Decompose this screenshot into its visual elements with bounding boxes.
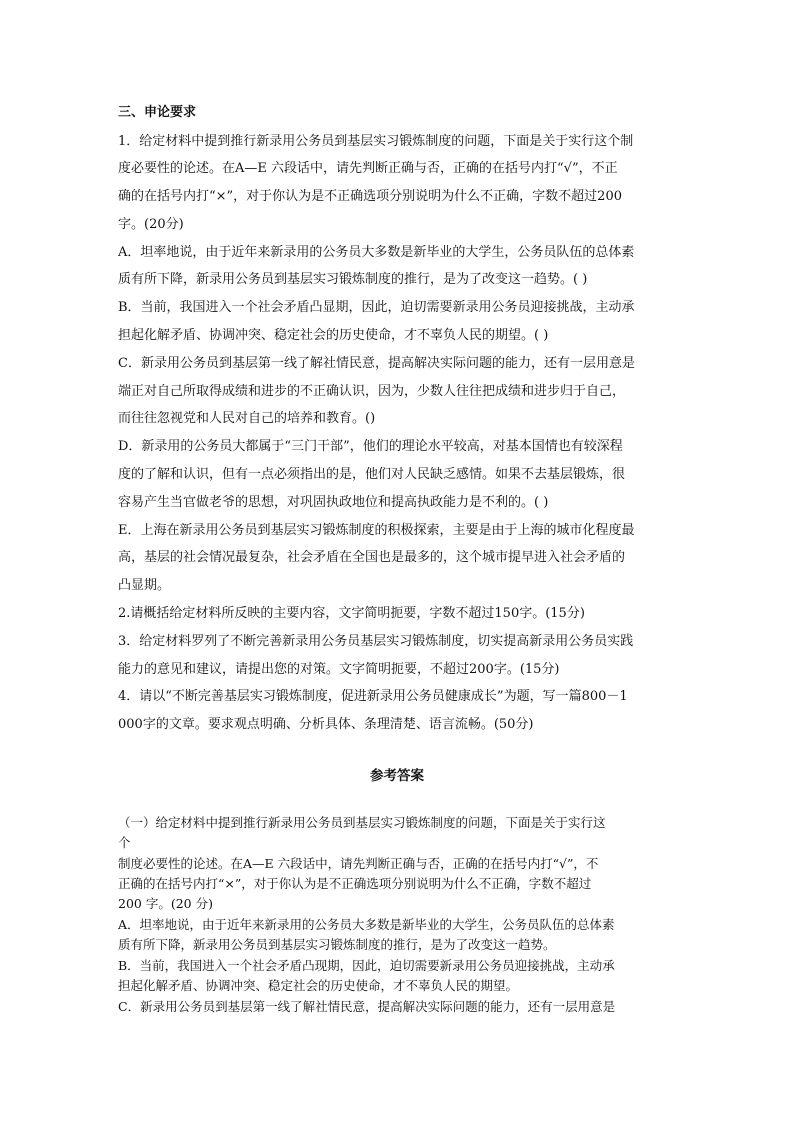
text-line: 端正对自己所取得成绩和进步的不正确认识，因为，少数人往往把成绩和进步归于自己， <box>118 384 626 399</box>
text-line: 制度必要性的论述。在A—E 六段话中，请先判断正确与否，正确的在括号内打“√”，不 <box>118 856 599 871</box>
text-line: 凸显期。 <box>118 578 171 593</box>
text-line: 而往往忽视党和人民对自己的培养和教育。() <box>118 411 376 426</box>
text-line: B．当前，我国进入一个社会矛盾凸现期，因此，迫切需要新录用公务员迎接挑战，主动承 <box>118 958 615 973</box>
text-line: 3．给定材料罗列了不断完善新录用公务员基层实习锻炼制度，切实提高新录用公务员实践 <box>118 634 634 649</box>
text-line: 200 字。(20 分) <box>118 896 213 911</box>
text-line: 确的在括号内打“×”，对于你认为是不正确选项分别说明为什么不正确，字数不超过200 <box>118 189 622 204</box>
text-line: 000字的文章。要求观点明确、分析具体、条理清楚、语言流畅。(50分) <box>118 717 534 732</box>
text-line: 质有所下降，新录用公务员到基层实习锻炼制度的推行，是为了改变这一趋势。( ) <box>118 272 588 287</box>
text-line: 个 <box>118 835 131 850</box>
text-line: C．新录用公务员到基层第一线了解社情民意，提高解决实际问题的能力，还有一层用意是 <box>118 999 616 1014</box>
text-line: E．上海在新录用公务员到基层实习锻炼制度的积极探索，主要是由于上海的城市化程度最 <box>118 523 635 538</box>
text-line: D．新录用的公务员大都属于“三门干部”，他们的理论水平较高，对基本国情也有较深程 <box>118 439 623 454</box>
answer-heading: 参考答案 <box>370 768 424 784</box>
text-line: 度的了解和认识，但有一点必须指出的是，他们对人民缺乏感情。如果不去基层锻炼，很 <box>118 467 626 482</box>
text-line: （一）给定材料中提到推行新录用公务员到基层实习锻炼制度的问题，下面是关于实行这 <box>118 815 606 830</box>
text-line: A．坦率地说，由于近年来新录用的公务员大多数是新毕业的大学生，公务员队伍的总体素 <box>118 917 615 932</box>
text-line: 高，基层的社会情况最复杂，社会矛盾在全国也是最多的，这个城市提早进入社会矛盾的 <box>118 550 626 565</box>
text-line: 容易产生当官做老爷的思想，对巩固执政地位和提高执政能力是不利的。( ) <box>118 495 549 510</box>
text-line: 正确的在括号内打“×”，对于你认为是不正确选项分别说明为什么不正确，字数不超过 <box>118 876 592 891</box>
text-line: 4．请以“不断完善基层实习锻炼制度，促进新录用公务员健康成长”为题，写一篇800－1 <box>118 689 628 704</box>
section-heading: 三、申论要求 <box>118 105 197 120</box>
text-line: 2.请概括给定材料所反映的主要内容，文字简明扼要，字数不超过150字。(15分) <box>118 606 585 621</box>
text-line: 质有所下降，新录用公务员到基层实习锻炼制度的推行，是为了改变这一趋势。 <box>118 937 556 952</box>
text-line: C．新录用公务员到基层第一线了解社情民意，提高解决实际问题的能力，还有一层用意是 <box>118 356 635 371</box>
text-line: 字。(20分) <box>118 217 184 232</box>
text-line: 担起化解矛盾、协调冲突、稳定社会的历史使命，才不辜负人民的期望。 <box>118 978 519 993</box>
text-line: A．坦率地说，由于近年来新录用的公务员大多数是新毕业的大学生，公务员队伍的总体素 <box>118 245 635 260</box>
text-line: B．当前，我国进入一个社会矛盾凸显期，因此，迫切需要新录用公务员迎接挑战，主动承 <box>118 300 635 315</box>
text-line: 担起化解矛盾、协调冲突、稳定社会的历史使命，才不辜负人民的期望。( ) <box>118 328 549 343</box>
text-line: 能力的意见和建议，请提出您的对策。文字简明扼要，不超过200字。(15分) <box>118 662 560 677</box>
text-line: 1．给定材料中提到推行新录用公务员到基层实习锻炼制度的问题，下面是关于实行这个制 <box>118 134 634 149</box>
text-line: 度必要性的论述。在A—E 六段话中，请先判断正确与否，正确的在括号内打“√”，不正 <box>118 161 618 176</box>
